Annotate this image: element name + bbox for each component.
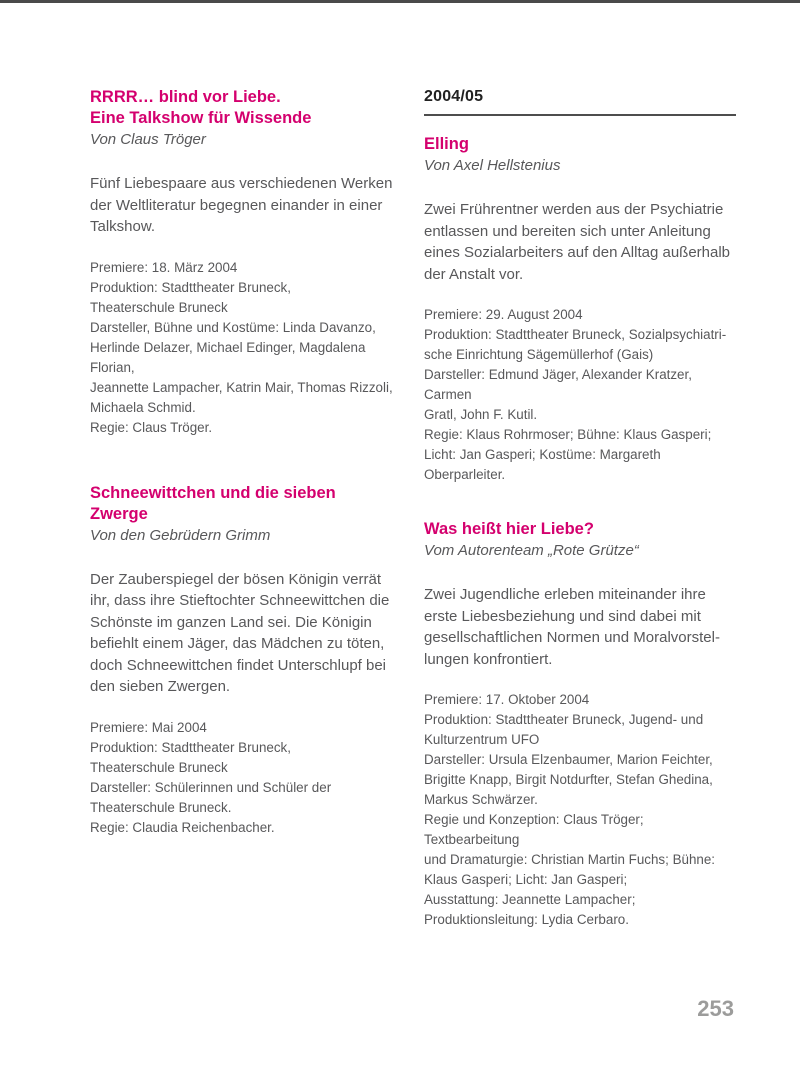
production-author-byline: Von Axel Hellstenius: [424, 157, 561, 174]
production-credits: [424, 305, 736, 485]
text-line: Darsteller: Edmund Jäger, Alexander Kratzer, Carmen: [424, 367, 692, 402]
text-line: Darsteller, Bühne und Kostüme: Linda Davanzo,: [90, 319, 376, 335]
production-elling: [424, 134, 736, 485]
production-title: [90, 87, 412, 129]
text-line: den sieben Zwergen.: [90, 678, 231, 695]
production-author-byline: Von Claus Tröger: [90, 131, 206, 148]
text-line: doch Schneewittchen findet Unterschlupf bei: [90, 656, 387, 674]
text-line: ihr, dass ihre Stieftochter Schneewittchen die: [90, 592, 390, 609]
text-line: Was heißt hier Liebe?: [424, 520, 594, 538]
production-schneewittchen: [90, 483, 412, 838]
text-line: Darsteller: Ursula Elzenbaumer, Marion Feichter,: [424, 752, 713, 767]
text-line: Schönste im ganzen Land sei. Die Königin: [90, 613, 372, 631]
text-line: Premiere: 17. Oktober 2004: [424, 692, 590, 707]
text-line: Talkshow.: [90, 218, 156, 235]
text-line: der Anstalt vor.: [424, 265, 524, 283]
text-line: Zwerge: [90, 504, 148, 523]
production-was-heisst-hier-liebe: [424, 519, 736, 930]
text-line: Licht: Jan Gasperi; Kostüme: Margareth Oberparleiter.: [424, 447, 661, 482]
text-line: Regie und Konzeption: Claus Tröger; Textbearbeitung: [424, 812, 644, 847]
text-line: Elling: [424, 135, 469, 153]
text-line: Premiere: Mai 2004: [90, 719, 207, 735]
production-title: [424, 134, 736, 155]
left-column: [90, 87, 412, 838]
text-line: Brigitte Knapp, Birgit Notdurfter, Stefan Ghedina,: [424, 772, 713, 787]
text-line: Premiere: 18. März 2004: [90, 259, 238, 275]
production-synopsis: [424, 584, 736, 670]
text-line: Darsteller: Schülerinnen und Schüler der: [90, 779, 332, 795]
text-line: Produktion: Stadttheater Bruneck, Jugend- und: [424, 712, 704, 727]
text-line: Produktion: Stadttheater Bruneck, Sozialpsychiatri-: [424, 327, 727, 342]
production-credits: [90, 718, 412, 838]
text-line: Jeannette Lampacher, Katrin Mair, Thomas Rizzoli,: [90, 379, 393, 395]
season-header: 2004/05: [424, 87, 736, 116]
text-line: befiehlt einem Jäger, das Mädchen zu töten,: [90, 635, 385, 652]
production-synopsis: [424, 199, 736, 285]
text-line: Der Zauberspiegel der bösen Königin verrät: [90, 570, 381, 588]
text-line: Theaterschule Bruneck: [90, 759, 228, 775]
text-line: Produktion: Stadttheater Bruneck,: [90, 279, 291, 295]
text-line: der Weltliteratur begegnen einander in einer: [90, 196, 383, 214]
text-line: Herlinde Delazer, Michael Edinger, Magdalena Florian,: [90, 339, 366, 375]
production-rrrr-blind-vor-liebe: [90, 87, 412, 438]
text-line: eines Sozialarbeiters auf den Alltag außerhalb: [424, 244, 731, 261]
text-line: Schneewittchen und die sieben: [90, 483, 336, 502]
production-credits: [424, 690, 736, 930]
text-line: Theaterschule Bruneck: [90, 299, 228, 315]
text-line: Theaterschule Bruneck.: [90, 799, 232, 815]
text-line: Premiere: 29. August 2004: [424, 307, 583, 322]
text-line: erste Liebesbeziehung und sind dabei mit: [424, 607, 701, 625]
right-column: [424, 87, 736, 930]
production-title: [90, 483, 412, 525]
text-line: Eine Talkshow für Wissende: [90, 109, 312, 127]
text-line: und Dramaturgie: Christian Martin Fuchs; Bühne:: [424, 852, 716, 867]
text-line: Zwei Frührentner werden aus der Psychiatrie: [424, 201, 724, 218]
page-number: 253: [697, 996, 734, 1021]
text-line: Zwei Jugendliche erleben miteinander ihre: [424, 586, 706, 603]
text-line: Produktionsleitung: Lydia Cerbaro.: [424, 912, 629, 927]
page-top-scan-edge: [0, 0, 800, 3]
text-line: entlassen und bereiten sich unter Anleitung: [424, 222, 711, 240]
production-synopsis: [90, 569, 412, 698]
text-line: Michaela Schmid.: [90, 399, 196, 415]
text-line: sche Einrichtung Sägemüllerhof (Gais): [424, 347, 654, 362]
production-author-byline: Von den Gebrüdern Grimm: [90, 526, 271, 544]
production-credits: [90, 258, 412, 438]
production-synopsis: [90, 173, 412, 238]
text-line: Gratl, John F. Kutil.: [424, 407, 538, 422]
production-title: [424, 519, 736, 540]
text-line: Regie: Klaus Rohrmoser; Bühne: Klaus Gasperi;: [424, 427, 712, 442]
text-line: Kulturzentrum UFO: [424, 732, 540, 747]
production-author-byline: Vom Autorenteam „Rote Grütze“: [424, 542, 639, 559]
text-line: Produktion: Stadttheater Bruneck,: [90, 739, 291, 755]
text-line: gesellschaftlichen Normen und Moralvorstel-: [424, 629, 720, 646]
text-line: Fünf Liebespaare aus verschiedenen Werken: [90, 175, 393, 192]
text-line: lungen konfrontiert.: [424, 650, 553, 668]
text-line: Regie: Claudia Reichenbacher.: [90, 819, 275, 835]
text-line: Regie: Claus Tröger.: [90, 419, 213, 435]
text-line: Klaus Gasperi; Licht: Jan Gasperi;: [424, 872, 628, 887]
text-line: Ausstattung: Jeannette Lampacher;: [424, 892, 636, 907]
text-line: Markus Schwärzer.: [424, 792, 538, 807]
text-line: RRRR… blind vor Liebe.: [90, 88, 281, 106]
